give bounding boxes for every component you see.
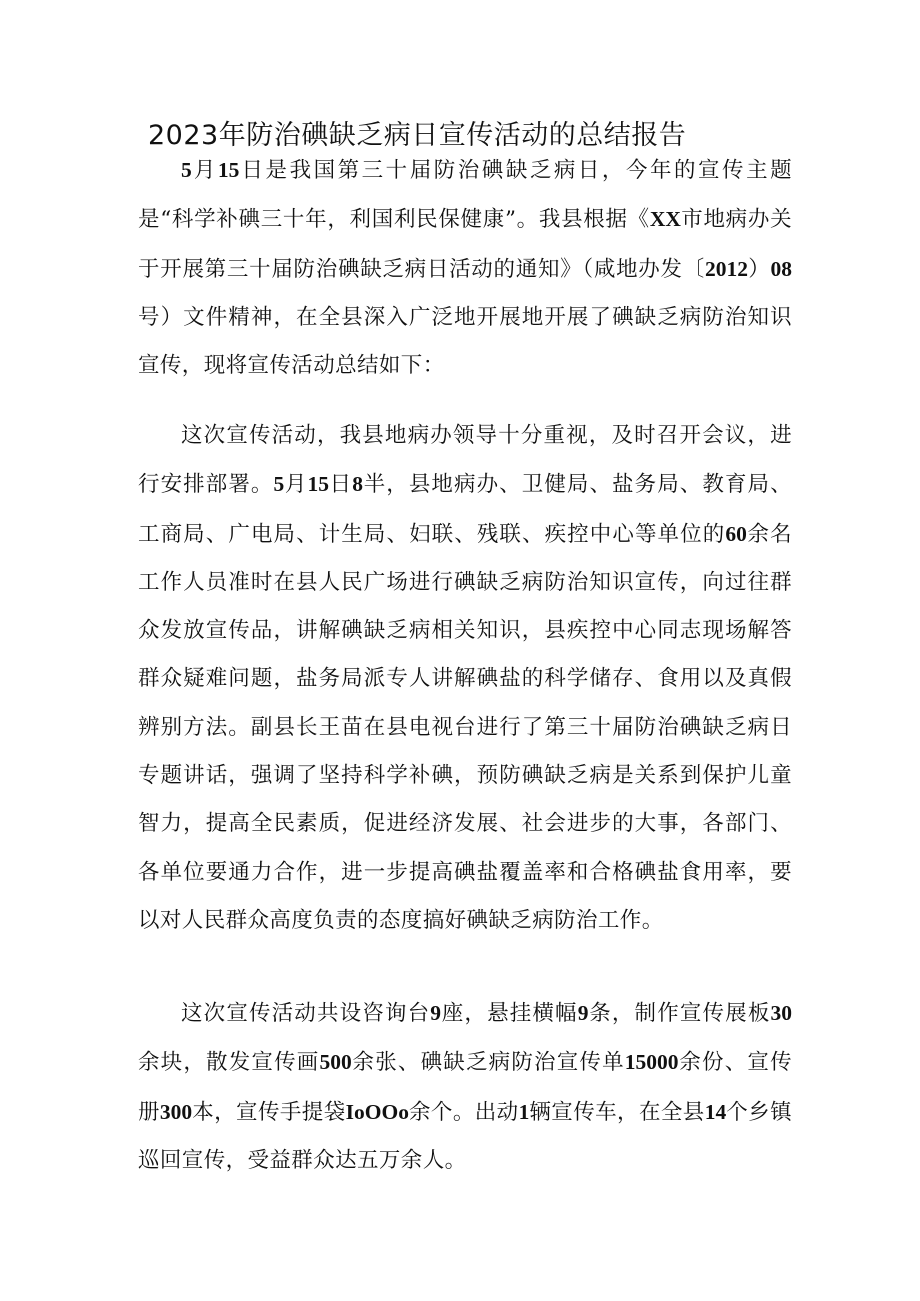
bold-text-run: 5	[181, 158, 192, 182]
text-run: 余块，散发宣传画	[138, 1050, 320, 1076]
text-run: 这次宣传活动，我县地病办领导十分重视，及时召开会议，进行安排部署。	[138, 423, 792, 498]
text-run: 号）文件精神，在全县深入广泛地开展地开展了碘缺乏病防治知识宣传，现将宣传活动总结如下：	[138, 304, 792, 379]
text-run: 个乡镇巡回宣传，受益群众达五万余人。	[138, 1099, 792, 1173]
bold-text-run: 9	[577, 1001, 589, 1025]
bold-text-run: 15	[217, 158, 240, 182]
bold-text-run: 500	[319, 1050, 352, 1075]
text-run: 月	[191, 158, 218, 183]
text-run: 余份、宣传册	[138, 1050, 792, 1125]
bold-text-run: 9	[430, 1001, 441, 1025]
bold-text-run: 60	[725, 521, 747, 546]
document-title: 2023年防治碘缺乏病日宣传活动的总结报告	[148, 120, 687, 151]
bold-text-run: 08	[770, 256, 792, 281]
bold-text-run: 15	[307, 472, 329, 497]
text-run: 余张、碘缺乏病防治宣传单	[351, 1050, 625, 1076]
paragraph-intro	[138, 146, 792, 390]
text-run: 半，县地病办、卫健局、盐务局、教育局、工商局、广电局、计生局、妇联、残联、疾控中心等单位的	[138, 472, 793, 547]
text-run: ）	[747, 256, 771, 282]
bold-text-run: 2012	[704, 256, 748, 281]
text-run: 余名工作人员准时在县人民广场进行碘缺乏病防治知识宣传，向过往群众发放宣传品，讲解碘缺乏病相关知识，县疾控中心同志现场解答群众疑难问题，盐务局派专人讲解碘盐的科学储存、食用以及真假辨别方法。副县长王苗在县电视台进行了第三十届防治碘缺乏病日专题讲话，强调了坚持科学补碘，预防碘缺乏病是关系到保护儿童智力，提高全民素质，促进经济发展、社会进步的大事，各部门、各单位要通力合作，进一步提高碘盐覆盖率和合格碘盐食用率，要以对人民群众高度负责的态度搞好碘缺乏病防治工作。	[138, 521, 792, 933]
bold-text-run: 1	[518, 1099, 530, 1124]
text-run: 座，悬挂横幅	[441, 1001, 578, 1026]
text-run: 辆宣传车，在全县	[529, 1099, 705, 1125]
text-run: 余个。出动	[408, 1099, 519, 1125]
bold-text-run: 14	[704, 1099, 727, 1124]
text-run: 本，宣传手提袋	[192, 1099, 346, 1125]
text-run: 市地病办关于开展第三十届防治碘缺乏病日活动的通知》（咸地办发〔	[138, 207, 792, 282]
bold-text-run: 30	[770, 1001, 792, 1025]
bold-text-run: IoOOo	[345, 1099, 409, 1124]
bold-text-run: 8	[352, 472, 364, 497]
paragraph-activity	[138, 412, 792, 945]
bold-text-run: XX	[649, 207, 681, 232]
text-run: 这次宣传活动共设咨询台	[181, 1001, 431, 1026]
bold-text-run: 15000	[624, 1050, 679, 1075]
bold-text-run: 5	[273, 472, 285, 497]
paragraph-statistics	[138, 989, 792, 1185]
text-run: 月	[284, 472, 308, 498]
text-run: 日是我国第三十届防治碘缺乏病日，今年的宣传主题是“科学补碘三十年，利国利民保健康”。我县根据《	[138, 158, 792, 233]
text-run: 条，制作宣传展板	[588, 1001, 771, 1026]
text-run: 日	[329, 472, 353, 498]
bold-text-run: 300	[159, 1099, 193, 1124]
